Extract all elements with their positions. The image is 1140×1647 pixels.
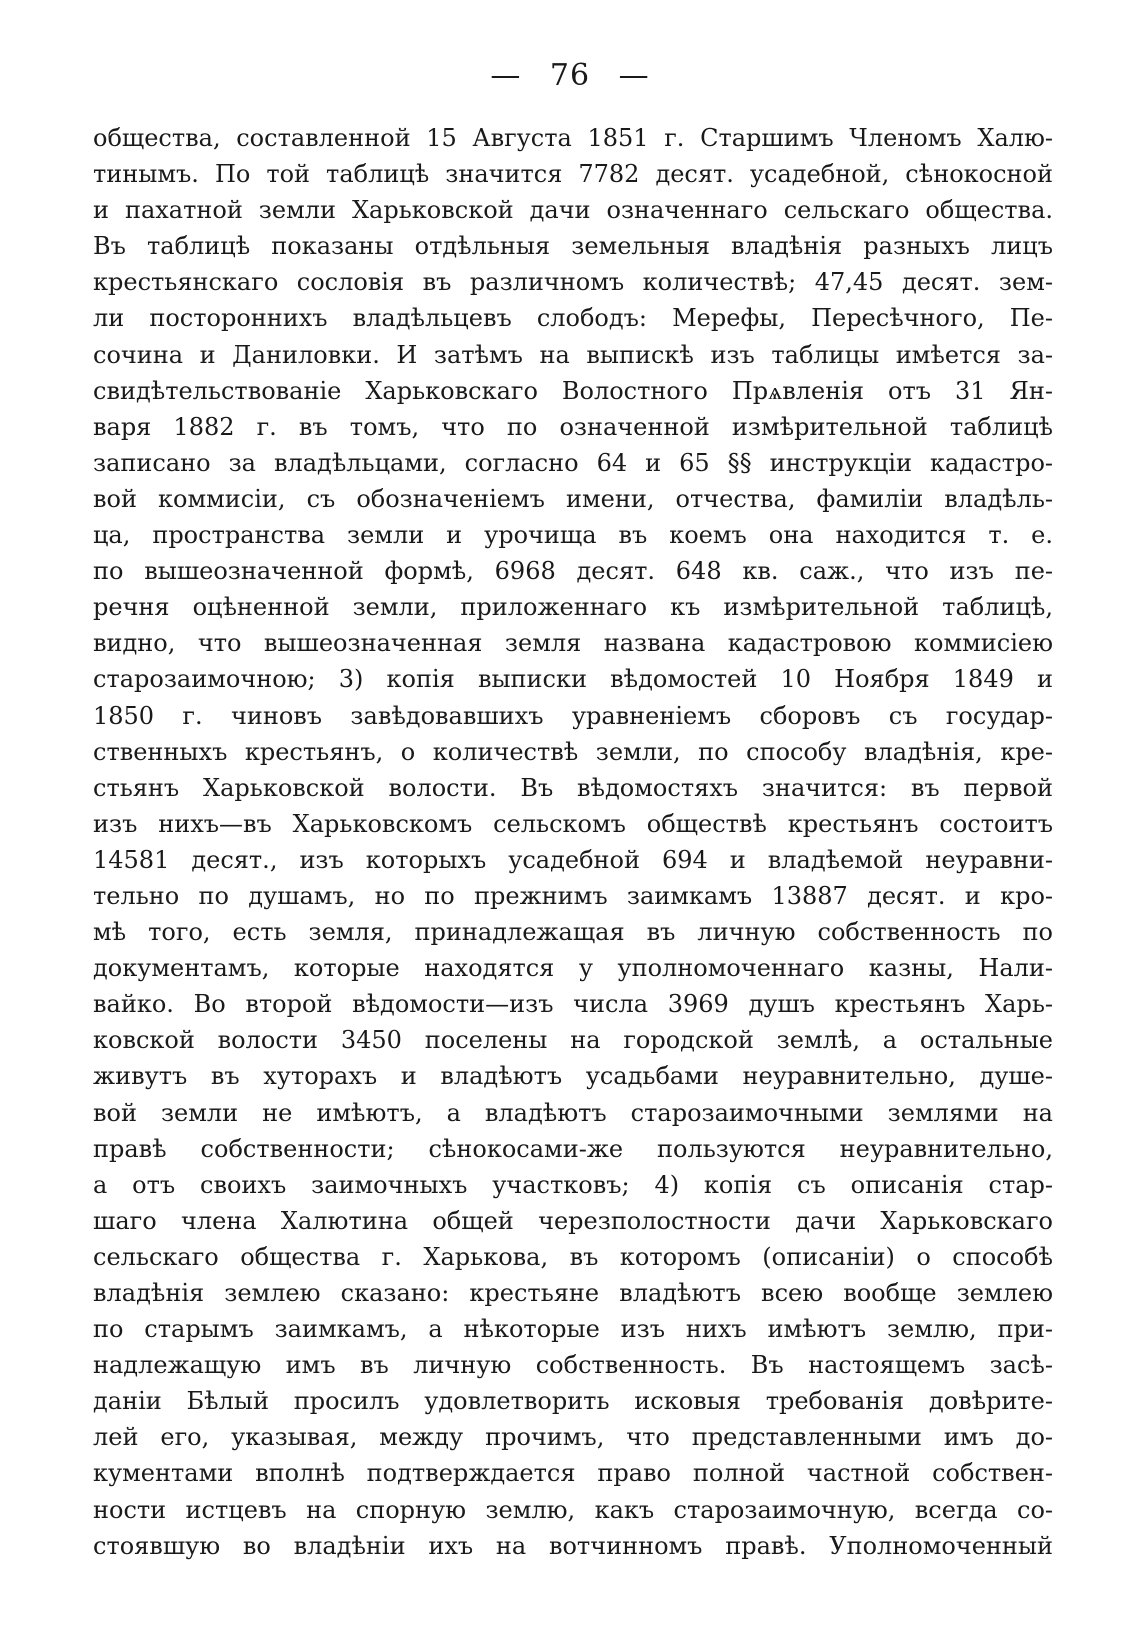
text-line: записано за владѣльцами, согласно 64 и 65 §§ инструкціи кадастро- [93, 448, 1053, 477]
text-line: Въ таблицѣ показаны отдѣльныя земельныя владѣнія разныхъ лицъ [93, 232, 1053, 261]
text-line: крестьянскаго сословія въ различномъ количествѣ; 47,45 десят. зем- [93, 268, 1053, 297]
text-line: ли постороннихъ владѣльцевъ слободъ: Мерефы, Пересѣчного, Пе- [93, 304, 1053, 333]
text-line: и пахатной земли Харьковской дачи означеннаго сельскаго общества. [93, 196, 1053, 225]
text-line: правѣ собственности; сѣнокосами-же пользуются неуравнительно, [93, 1134, 1053, 1163]
text-line: 14581 десят., изъ которыхъ усадебной 694 и владѣемой неуравни- [93, 845, 1053, 874]
text-line: варя 1882 г. въ томъ, что по означенной измѣрительной таблицѣ [93, 412, 1053, 441]
header-dash-right: — [618, 58, 650, 93]
text-line: даніи Бѣлый просилъ удовлетворить исковыя требованія довѣрите- [93, 1387, 1053, 1416]
text-line: а отъ своихъ заимочныхъ участковъ; 4) копія съ описанія стар- [93, 1170, 1053, 1199]
text-line: шаго члена Халютина общей черезполостности дачи Харьковскаго [93, 1206, 1053, 1235]
text-line: сельскаго общества г. Харькова, въ которомъ (описаніи) о способѣ [93, 1242, 1053, 1271]
text-line: старозаимочною; 3) копія выписки вѣдомостей 10 Ноября 1849 и [93, 665, 1053, 694]
text-line: документамъ, которые находятся у уполномоченнаго казны, Нали- [93, 954, 1053, 983]
text-line: стоявшую во владѣніи ихъ на вотчинномъ правѣ. Уполномоченный [93, 1531, 1053, 1560]
body-text [93, 120, 1053, 1564]
text-line: по вышеозначенной формѣ, 6968 десят. 648 кв. саж., что изъ пе- [93, 557, 1053, 586]
header-dash-left: — [490, 58, 522, 93]
page-number: 76 [549, 58, 591, 93]
text-line: тинымъ. По той таблицѣ значится 7782 десят. усадебной, сѣнокосной [93, 160, 1053, 189]
text-line: вой земли не имѣютъ, а владѣютъ старозаимочными землями на [93, 1098, 1053, 1127]
text-line: свидѣтельствованіе Харьковскаго Волостного Прѧвленія отъ 31 Ян- [93, 376, 1053, 405]
text-line: видно, что вышеозначенная земля названа кадастровою коммисіею [93, 629, 1053, 658]
text-line: стьянъ Харьковской волости. Въ вѣдомостяхъ значится: въ первой [93, 773, 1053, 802]
text-line: сочина и Даниловки. И затѣмъ на выпискѣ изъ таблицы имѣется за- [93, 340, 1053, 369]
text-line: по старымъ заимкамъ, а нѣкоторые изъ нихъ имѣютъ землю, при- [93, 1315, 1053, 1344]
page-header [0, 58, 1140, 93]
text-line: ственныхъ крестьянъ, о количествѣ земли, по способу владѣнія, кре- [93, 737, 1053, 766]
text-line: изъ нихъ—въ Харьковскомъ сельскомъ обществѣ крестьянъ состоитъ [93, 809, 1053, 838]
text-line: лей его, указывая, между прочимъ, что представленными имъ до- [93, 1423, 1053, 1452]
text-line: мѣ того, есть земля, принадлежащая въ личную собственность по [93, 918, 1053, 947]
text-line: вайко. Во второй вѣдомости—изъ числа 3969 душъ крестьянъ Харь- [93, 990, 1053, 1019]
text-line: надлежащую имъ въ личную собственность. Въ настоящемъ засѣ- [93, 1351, 1053, 1380]
text-line: ковской волости 3450 поселены на городской землѣ, а остальные [93, 1026, 1053, 1055]
text-line: 1850 г. чиновъ завѣдовавшихъ уравненіемъ сборовъ съ государ- [93, 701, 1053, 730]
text-line: вой коммисіи, съ обозначеніемъ имени, отчества, фамиліи владѣль- [93, 484, 1053, 513]
text-line: ца, пространства земли и урочища въ коемъ она находится т. е. [93, 521, 1053, 550]
text-line: кументами вполнѣ подтверждается право полной частной собствен- [93, 1459, 1053, 1488]
text-line: речня оцѣненной земли, приложеннаго къ измѣрительной таблицѣ, [93, 593, 1053, 622]
text-line: ности истцевъ на спорную землю, какъ старозаимочную, всегда со- [93, 1495, 1053, 1524]
text-line: владѣнія землею сказано: крестьяне владѣютъ всею вообще землею [93, 1279, 1053, 1307]
text-line: общества, составленной 15 Августа 1851 г. Старшимъ Членомъ Халю- [93, 124, 1053, 152]
text-line: тельно по душамъ, но по прежнимъ заимкамъ 13887 десят. и кро- [93, 881, 1053, 910]
text-line: живутъ въ хуторахъ и владѣютъ усадьбами неуравнительно, душе- [93, 1062, 1053, 1091]
